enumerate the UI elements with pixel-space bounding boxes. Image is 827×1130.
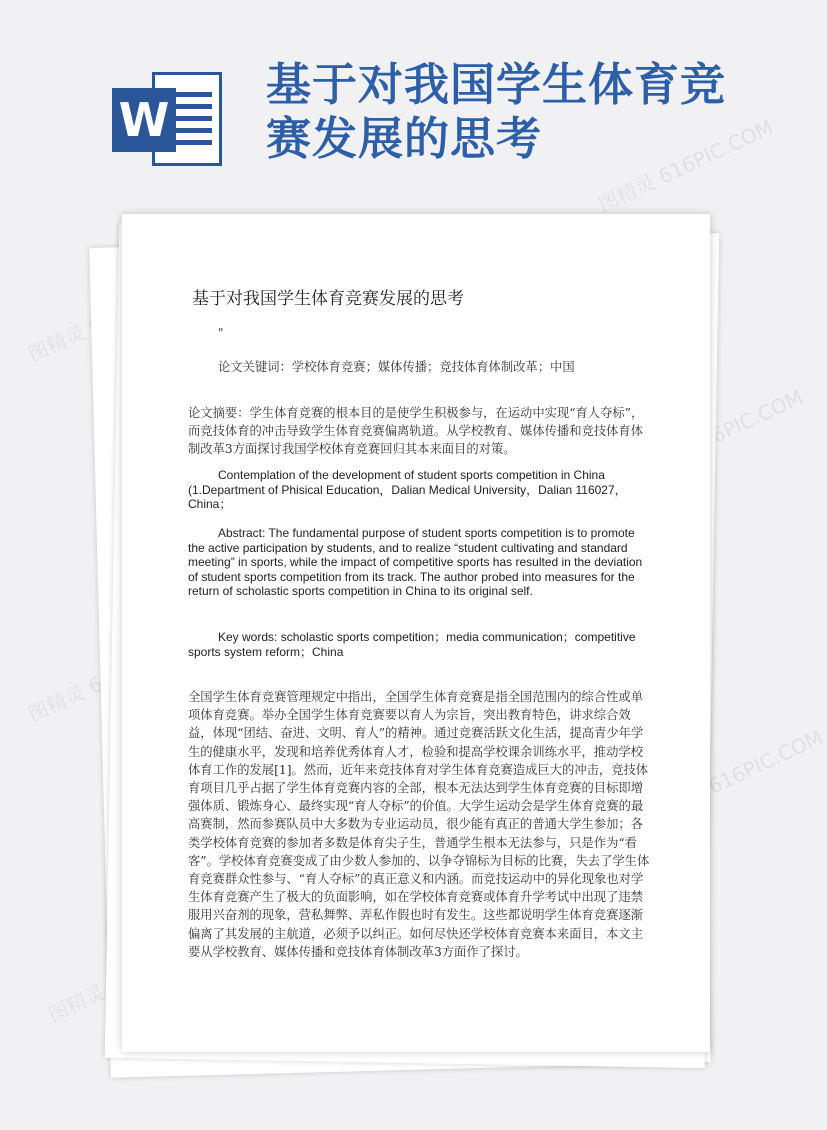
keywords-chinese: 论文关键词：学校体育竞赛；媒体传播；竞技体育体制改革；中国 xyxy=(218,360,575,374)
document-title: 基于对我国学生体育竞赛发展的思考 xyxy=(192,289,464,309)
header-banner xyxy=(0,0,800,200)
watermark: 图精灵 xyxy=(44,979,109,1027)
keywords-english: Key words: scholastic sports competition；media communication；competitive sports system reform；China xyxy=(188,630,636,659)
watermark: 图精灵 616PIC.COM xyxy=(594,114,777,217)
watermark: 图精灵 xyxy=(24,319,89,367)
watermark: 图精灵 616PIC.COM xyxy=(644,724,827,827)
document-page xyxy=(122,214,710,1052)
quote-mark: " xyxy=(218,326,224,340)
word-letter-badge: W xyxy=(112,88,176,152)
word-document-icon xyxy=(112,70,224,168)
text-line-icon xyxy=(174,92,212,97)
english-title: Contemplation of the development of student sports competition in China (1.Department of Phisical Education，Dalian Medical University，Dalian 116027，China； xyxy=(188,468,627,512)
body-paragraph: 全国学生体育竞赛管理规定中指出，全国学生体育竞赛是指全国范围内的综合性或单项体育竞赛。举办全国学生体育竞赛要以育人为宗旨，突出教育特色，讲求综合效益，体现“团结、奋进、文明、育人”的精神。通过竞赛活跃文化生活，提高青少年学生的健康水平，发现和培养优秀体育人才，检验和提高学校课余训练水平，推动学校体育工作的发展[1]。然而，近年来竞技体育对学生体育竞赛造成巨大的冲击，竞技体育项目几乎占据了学生体育竞赛内容的全部，根本无法达到学生体育竞赛的目标即增强体质、锻炼身心、最终实现“育人夺标”的价值。大学生运动会是学生体育竞赛的最高赛制，然而参赛队员中大多数为专业运动员，很少能有真正的普通大学生参加；各类学校体育竞赛的参加者多数是体育尖子生，普通学生根本无法参与，只是作为“看客”。学校体育竞赛变成了由少数人参加的、以争夺锦标为目标的比赛，失去了学生体育竞赛群众性参与、“育人夺标”的真正意义和内涵。而竞技运动中的异化现象也对学生体育竞赛产生了极大的负面影响，如在学校体育竞赛或体育升学考试中出现了违禁服用兴奋剂的现象，营私舞弊、弄私作假也时有发生。这些都说明学生体育竞赛逐渐偏离了其发展的主航道，必须予以纠正。如何尽快还学校体育竞赛本来面目，本文主要从学校教育、媒体传播和竞技体育体制改革3方面作了探讨。 xyxy=(188,690,650,959)
banner-title: 基于对我国学生体育竞赛发展的思考 xyxy=(266,58,727,165)
abstract-english: Abstract: The fundamental purpose of student sports competition is to promote the active participation by students, and to realize “student cultivating and standard meeting” in sports, while the impact of competitive sports has resulted in the deviation of student sports competition from its track. The author probed into measures for the return of scholastic sports competition in China to its original self. xyxy=(188,526,643,599)
watermark: 图精灵 xyxy=(24,679,89,727)
text-line-icon xyxy=(174,140,212,145)
text-line-icon xyxy=(174,116,212,121)
watermark: 616PIC.COM xyxy=(684,384,807,459)
text-line-icon xyxy=(174,104,212,109)
abstract-chinese: 论文摘要：学生体育竞赛的根本目的是使学生积极参与，在运动中实现“育人夺标”，而竞技体育的冲击导致学生体育竞赛偏离轨道。从学校教育、媒体传播和竞技体育体制改革3方面探讨我国学校体育竞赛回归其本来面目的对策。 xyxy=(188,406,644,456)
text-line-icon xyxy=(174,128,212,133)
